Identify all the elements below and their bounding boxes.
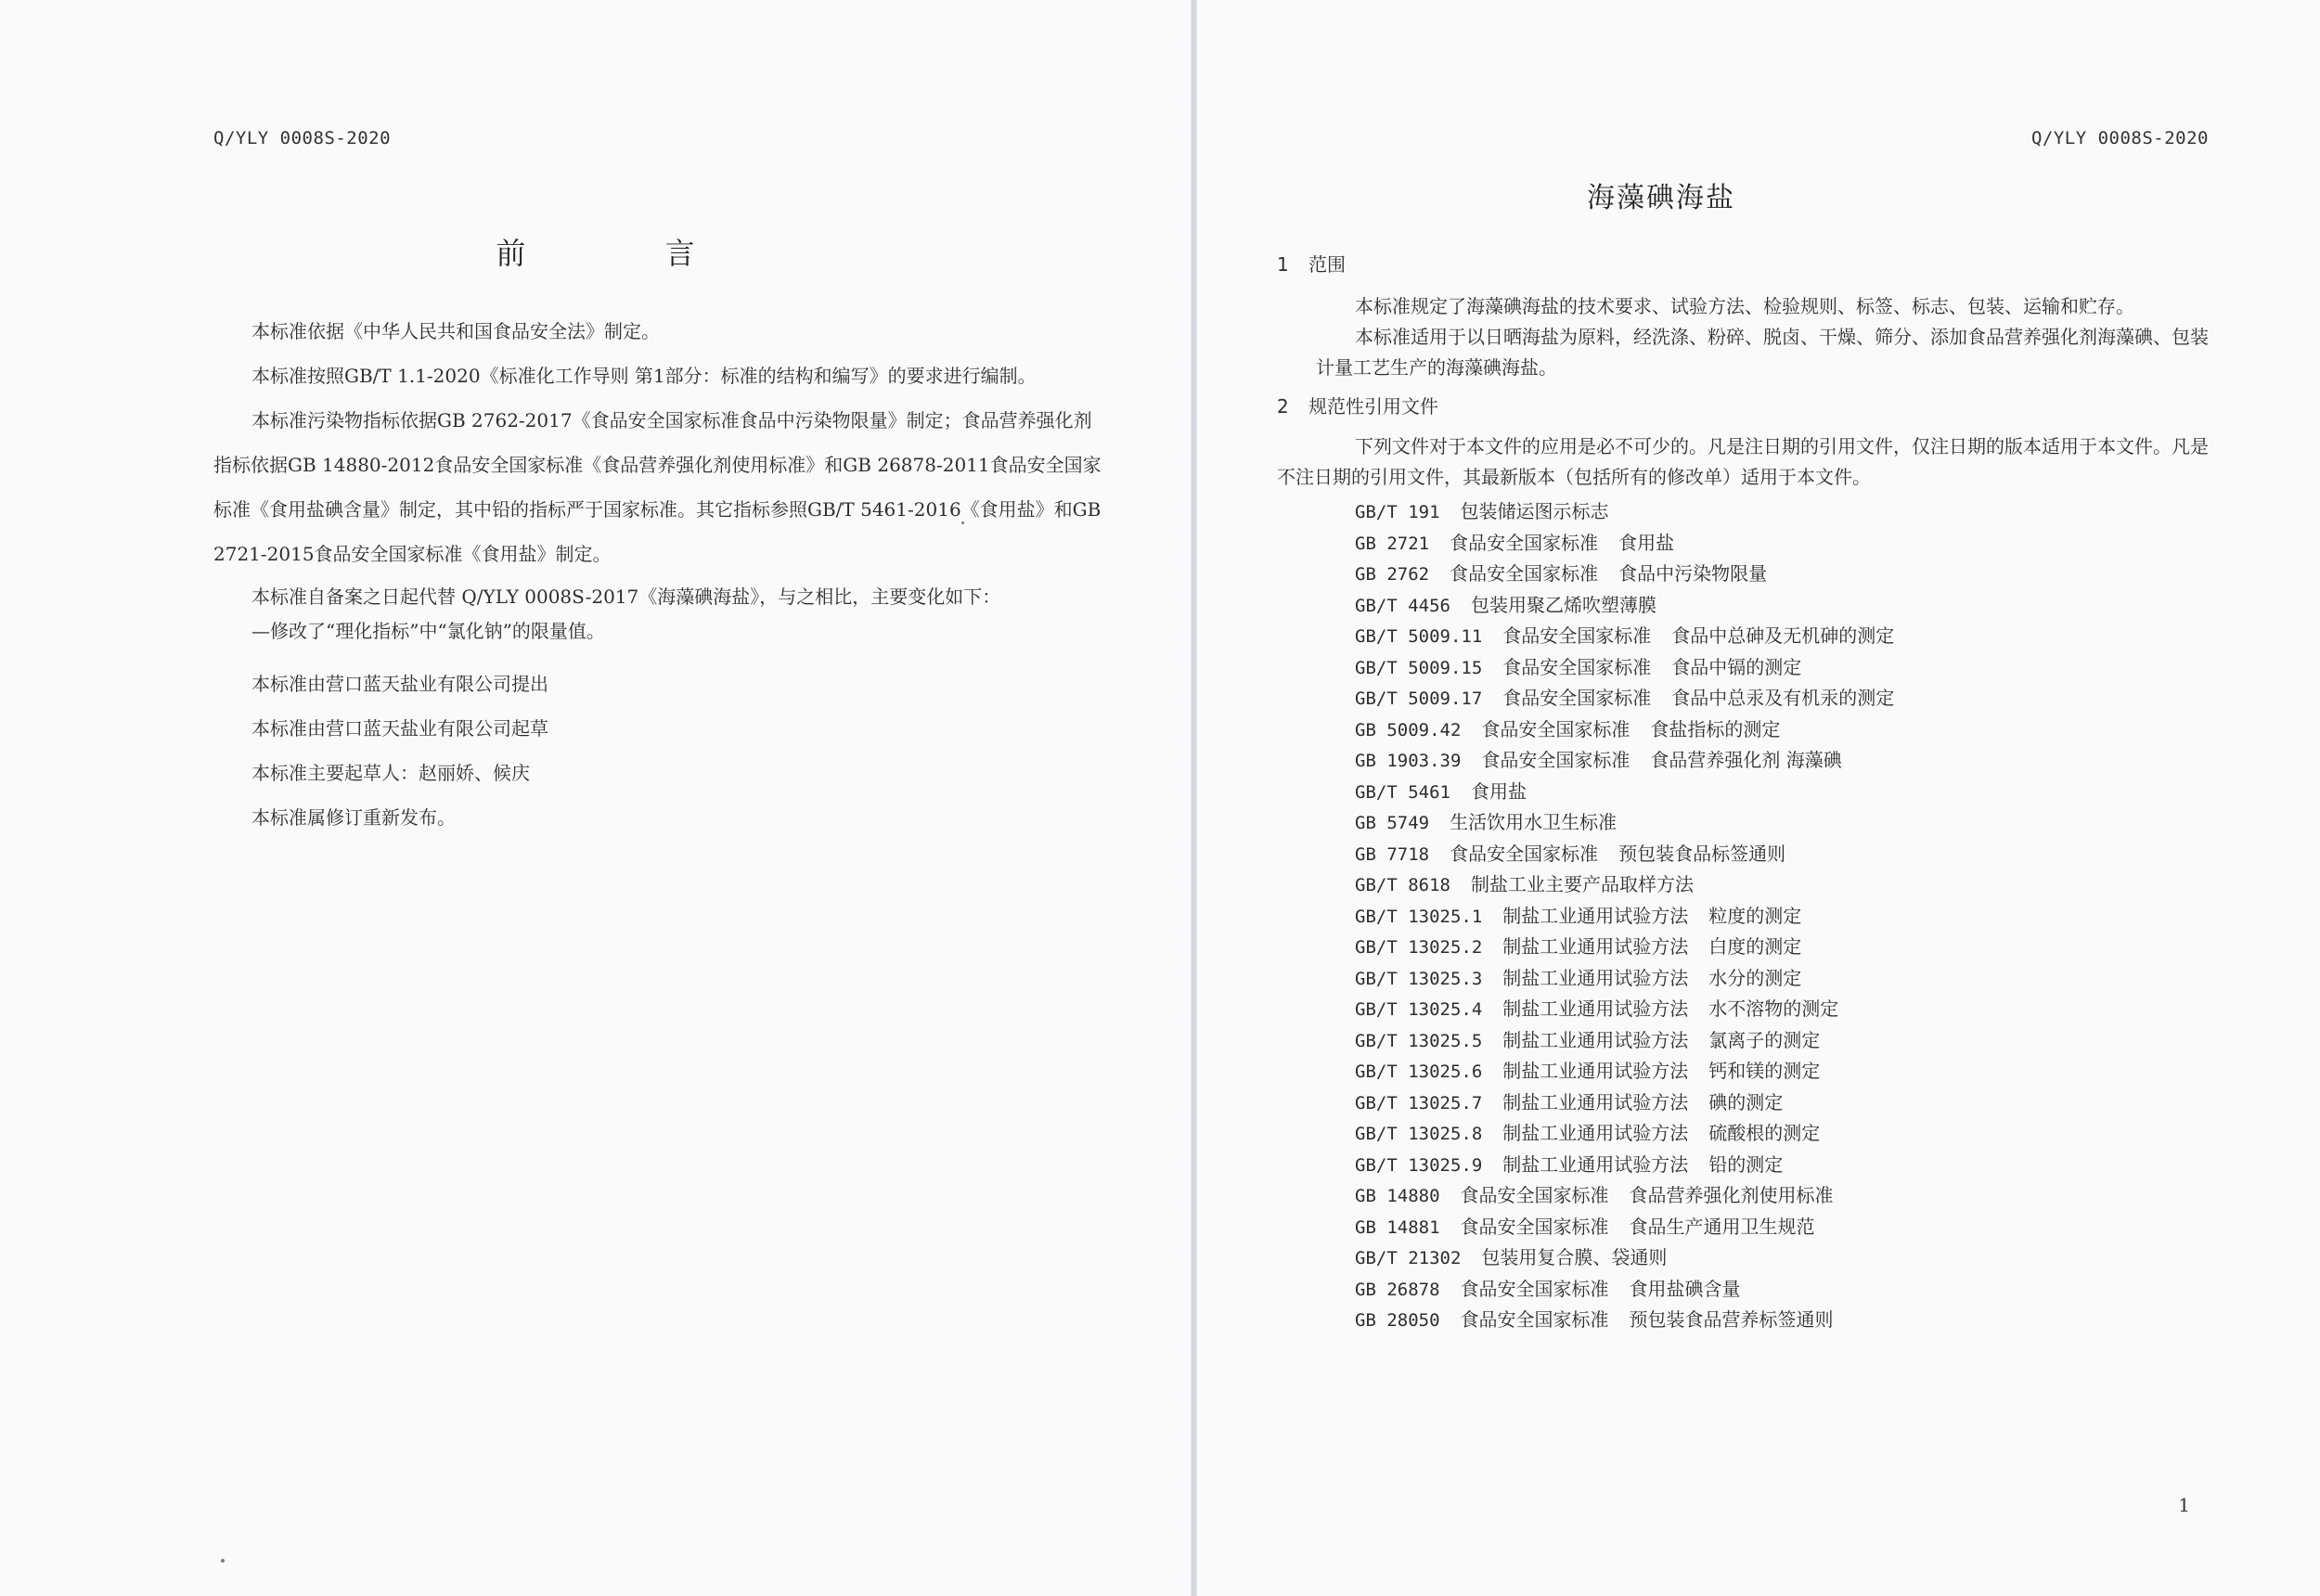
reference-code: GB 14880	[1355, 1186, 1440, 1206]
section-number: 2	[1277, 395, 1289, 418]
preface-paragraph: 本标准依据《中华人民共和国食品安全法》制定。	[251, 320, 660, 342]
reference-item	[1355, 528, 2209, 560]
section-title: 范围	[1308, 253, 1346, 276]
reference-subtitle: 食品生产通用卫生规范	[1629, 1215, 1815, 1238]
reference-title: 制盐工业通用试验方法	[1502, 935, 1689, 958]
standard-body	[1277, 249, 2209, 1336]
reference-item	[1355, 652, 2209, 684]
reference-item	[1355, 1118, 2209, 1150]
preface-paragraph: 本标准自备案之日起代替 Q/YLY 0008S-2017《海藻碘海盐》，与之相比，主要变化如下：	[251, 586, 1001, 608]
page-number: 1	[2178, 1494, 2190, 1516]
reference-code: GB/T 13025.3	[1355, 968, 1483, 989]
reference-code: GB 5749	[1355, 813, 1430, 833]
reference-title: 制盐工业主要产品取样方法	[1470, 873, 1694, 895]
preface-paragraph: 本标准由营口蓝天盐业有限公司起草	[251, 717, 548, 740]
reference-title: 食品安全国家标准	[1460, 1277, 1609, 1300]
preface-paragraph: —修改了“理化指标”中“氯化钠”的限量值。	[251, 620, 605, 642]
reference-title: 包装储运图示标志	[1460, 500, 1609, 522]
standard-title: 海藻碘海盐	[1587, 182, 1735, 214]
page-gutter	[1191, 0, 1197, 1596]
reference-item	[1355, 1056, 2209, 1088]
reference-subtitle: 碘的测定	[1708, 1090, 1784, 1113]
reference-title: 包装用复合膜、袋通则	[1481, 1246, 1668, 1268]
reference-subtitle: 硫酸根的测定	[1708, 1122, 1821, 1144]
reference-subtitle: 预包装食品标签通则	[1618, 842, 1786, 865]
reference-item	[1355, 901, 2209, 933]
reference-code: GB 5009.42	[1355, 719, 1462, 740]
reference-code: GB/T 13025.6	[1355, 1062, 1483, 1082]
reference-item	[1355, 590, 2209, 622]
reference-title: 食品安全国家标准	[1450, 842, 1599, 865]
preface-paragraph: 本标准污染物指标依据GB 2762-2017《食品安全国家标准食品中污染物限量》制定；食品营养强化剂指标依据GB 14880-2012食品安全国家标准《食品营养强化剂使用标准》和GB 26878-2011食品安全国家标准《食用盐碘含量》制定，其中铅的指标严于国家标准。其它指标参照GB/T 5461-2016《食用盐》和GB 2721-2015食品安全国家标准《食用盐》制定。	[213, 409, 1102, 565]
preface-body	[213, 309, 1104, 840]
reference-item	[1355, 745, 2209, 777]
reference-subtitle: 预包装食品营养标签通则	[1629, 1308, 1834, 1331]
reference-title: 制盐工业通用试验方法	[1502, 1028, 1689, 1051]
reference-item	[1355, 621, 2209, 652]
reference-item	[1355, 714, 2209, 746]
reference-code: GB/T 13025.4	[1355, 999, 1483, 1020]
preface-title: 前 言	[496, 236, 760, 271]
reference-title: 制盐工业通用试验方法	[1502, 904, 1689, 927]
reference-title: 生活饮用水卫生标准	[1450, 811, 1618, 833]
reference-item	[1355, 963, 2209, 995]
reference-subtitle: 粒度的测定	[1708, 904, 1802, 927]
reference-item	[1355, 1088, 2209, 1119]
reference-title: 制盐工业通用试验方法	[1502, 1152, 1689, 1176]
reference-subtitle: 食品营养强化剂 海藻碘	[1650, 749, 1842, 771]
reference-code: GB/T 5009.15	[1355, 657, 1483, 678]
reference-code: GB/T 13025.8	[1355, 1124, 1483, 1144]
reference-item	[1355, 777, 2209, 808]
reference-subtitle: 水不溶物的测定	[1708, 998, 1839, 1020]
reference-title: 食品安全国家标准	[1502, 624, 1652, 647]
reference-title: 包装用聚乙烯吹塑薄膜	[1470, 593, 1656, 616]
reference-code: GB/T 13025.7	[1355, 1092, 1483, 1113]
preface-paragraph: 本标准属修订重新发布。	[251, 806, 456, 829]
reference-subtitle: 食品中总砷及无机砷的测定	[1671, 624, 1895, 647]
reference-subtitle: 铅的测定	[1708, 1152, 1784, 1176]
references-intro: 下列文件对于本文件的应用是必不可少的。凡是注日期的引用文件，仅注日期的版本适用于本文件。凡是不注日期的引用文件，其最新版本（包括所有的修改单）适用于本文件。	[1277, 435, 2209, 488]
reference-item	[1355, 1150, 2209, 1181]
reference-title: 食品安全国家标准	[1450, 531, 1599, 554]
reference-item	[1355, 1025, 2209, 1057]
reference-title: 食品安全国家标准	[1460, 1215, 1609, 1238]
reference-item	[1355, 1305, 2209, 1336]
reference-subtitle: 食用盐	[1618, 531, 1675, 554]
scope-paragraph: 本标准适用于以日晒海盐为原料，经洗涤、粉碎、脱卤、干燥、筛分、添加食品营养强化剂海藻碘、包装计量工艺生产的海藻碘海盐。	[1316, 326, 2209, 379]
section-title: 规范性引用文件	[1308, 395, 1438, 418]
reference-subtitle: 食品中污染物限量	[1618, 562, 1768, 585]
reference-title: 食品安全国家标准	[1502, 687, 1652, 709]
reference-item	[1355, 1180, 2209, 1212]
reference-code: GB 2721	[1355, 533, 1430, 554]
reference-code: GB/T 13025.9	[1355, 1154, 1483, 1176]
reference-list	[1355, 496, 2209, 1336]
reference-title: 食品安全国家标准	[1450, 562, 1599, 585]
reference-title: 制盐工业通用试验方法	[1502, 1090, 1689, 1113]
reference-item	[1355, 807, 2209, 839]
reference-subtitle: 氯离子的测定	[1708, 1028, 1821, 1051]
reference-subtitle: 食品营养强化剂使用标准	[1629, 1184, 1834, 1206]
reference-code: GB/T 21302	[1355, 1248, 1462, 1268]
reference-title: 食品安全国家标准	[1481, 749, 1630, 771]
scope-paragraph: 本标准规定了海藻碘海盐的技术要求、试验方法、检验规则、标签、标志、包装、运输和贮存。	[1355, 295, 2134, 317]
reference-subtitle: 食品中总汞及有机汞的测定	[1671, 687, 1895, 709]
reference-subtitle: 食盐指标的测定	[1650, 717, 1781, 740]
reference-subtitle: 白度的测定	[1708, 935, 1802, 958]
reference-code: GB 26878	[1355, 1279, 1440, 1300]
preface-paragraph: 本标准主要起草人：赵丽娇、候庆	[251, 762, 530, 784]
scan-speck	[961, 521, 964, 524]
reference-title: 食品安全国家标准	[1460, 1184, 1609, 1206]
reference-item	[1355, 994, 2209, 1025]
section-heading	[1277, 391, 2209, 422]
section-number: 1	[1277, 253, 1289, 276]
preface-paragraph: 本标准按照GB/T 1.1-2020《标准化工作导则 第1部分：标准的结构和编写》的要求进行编制。	[251, 365, 1037, 387]
reference-item	[1355, 839, 2209, 870]
reference-code: GB 2762	[1355, 564, 1430, 585]
reference-item	[1355, 683, 2209, 714]
reference-code: GB/T 5009.17	[1355, 689, 1483, 709]
reference-code: GB/T 5009.11	[1355, 626, 1483, 647]
scan-speck	[221, 1559, 225, 1563]
reference-subtitle: 食用盐碘含量	[1629, 1277, 1741, 1300]
reference-title: 制盐工业通用试验方法	[1502, 966, 1689, 989]
reference-subtitle: 水分的测定	[1708, 966, 1802, 989]
reference-title: 食用盐	[1470, 779, 1527, 803]
reference-code: GB 28050	[1355, 1310, 1440, 1331]
reference-item	[1355, 496, 2209, 528]
reference-title: 食品安全国家标准	[1481, 717, 1630, 740]
reference-title: 食品安全国家标准	[1460, 1308, 1609, 1331]
reference-title: 制盐工业通用试验方法	[1502, 998, 1689, 1020]
reference-item	[1355, 869, 2209, 901]
section-heading	[1277, 249, 2209, 280]
preface-paragraph: 本标准由营口蓝天盐业有限公司提出	[251, 673, 548, 695]
reference-title: 制盐工业通用试验方法	[1502, 1122, 1689, 1144]
right-header-code: Q/YLY 0008S-2020	[2030, 128, 2209, 148]
reference-item	[1355, 1212, 2209, 1243]
reference-code: GB/T 13025.5	[1355, 1030, 1483, 1051]
reference-code: GB/T 4456	[1355, 595, 1450, 616]
reference-code: GB/T 5461	[1355, 781, 1450, 803]
left-header-code: Q/YLY 0008S-2020	[213, 128, 392, 148]
reference-item	[1355, 1242, 2209, 1274]
reference-subtitle: 钙和镁的测定	[1708, 1060, 1821, 1082]
reference-code: GB 1903.39	[1355, 751, 1462, 771]
reference-code: GB/T 8618	[1355, 875, 1450, 895]
reference-title: 制盐工业通用试验方法	[1502, 1060, 1689, 1082]
reference-code: GB/T 191	[1355, 502, 1440, 522]
reference-code: GB 14881	[1355, 1216, 1440, 1238]
reference-code: GB/T 13025.2	[1355, 937, 1483, 958]
reference-item	[1355, 559, 2209, 590]
reference-item	[1355, 932, 2209, 963]
reference-code: GB 7718	[1355, 843, 1430, 865]
reference-code: GB/T 13025.1	[1355, 906, 1483, 927]
reference-title: 食品安全国家标准	[1502, 655, 1652, 678]
reference-subtitle: 食品中镉的测定	[1671, 655, 1802, 678]
reference-item	[1355, 1274, 2209, 1306]
